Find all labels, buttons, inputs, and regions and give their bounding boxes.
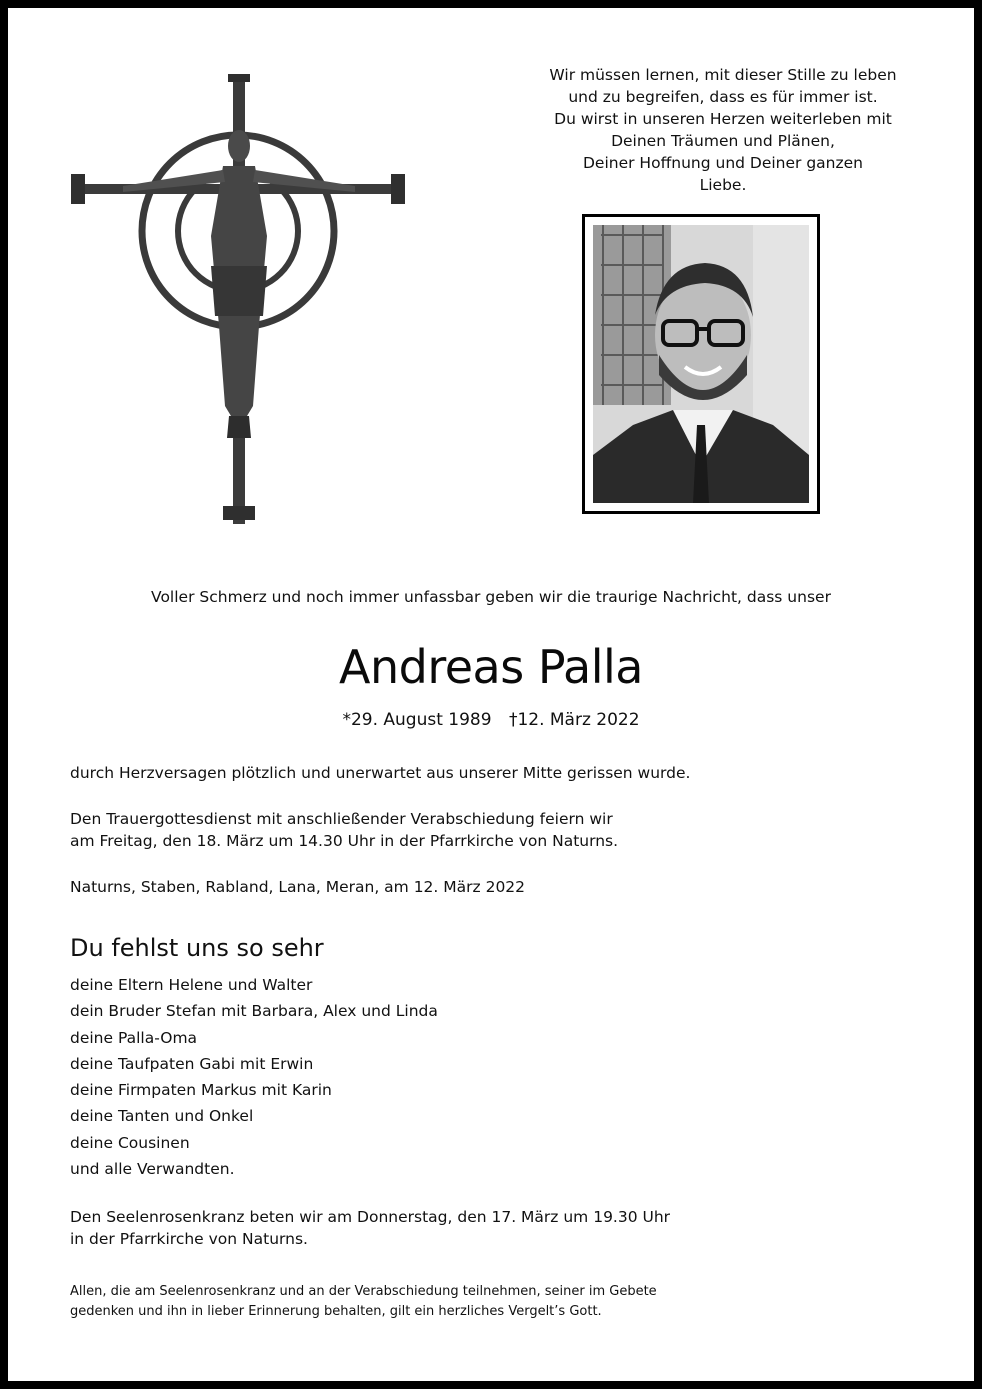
portrait-frame: [582, 214, 820, 514]
service-line: am Freitag, den 18. März um 14.30 Uhr in der Pfarrkirche von Naturns.: [70, 832, 619, 850]
portrait-photo: [593, 225, 809, 503]
rosary-text: [70, 1206, 670, 1250]
list-item: deine Palla-Oma: [70, 1028, 198, 1047]
death-date: †12. März 2022: [508, 710, 640, 730]
rosary-line: Den Seelenrosenkranz beten wir am Donnerstag, den 17. März um 19.30 Uhr: [70, 1208, 671, 1226]
service-line: Den Trauergottesdienst mit anschließender Verabschiedung feiern wir: [70, 810, 613, 828]
life-dates: [8, 710, 974, 730]
list-item: deine Cousinen: [70, 1133, 190, 1152]
deceased-name: Andreas Palla: [339, 640, 643, 694]
thanks-line: gedenken und ihn in lieber Erinnerung behalten, gilt ein herzliches Vergelt’s Gott.: [70, 1304, 602, 1319]
poem-line: Deinen Träumen und Plänen,: [611, 132, 835, 150]
obituary-page: [8, 8, 974, 1381]
poem-line: Wir müssen lernen, mit dieser Stille zu leben: [549, 66, 897, 84]
rosary-line: in der Pfarrkirche von Naturns.: [70, 1230, 308, 1248]
missed-heading: Du fehlst uns so sehr: [70, 934, 324, 962]
poem-line: und zu begreifen, dass es für immer ist.: [568, 88, 878, 106]
thanks-text: [70, 1282, 657, 1322]
list-item: deine Firmpaten Markus mit Karin: [70, 1081, 332, 1100]
memorial-poem: [488, 64, 958, 196]
list-item: und alle Verwandten.: [70, 1160, 235, 1179]
poem-line: Du wirst in unseren Herzen weiterleben mit: [554, 110, 892, 128]
poem-line: Liebe.: [699, 176, 747, 194]
thanks-line: Allen, die am Seelenrosenkranz und an der Verabschiedung teilnehmen, seiner im Gebete: [70, 1284, 657, 1299]
mourners-list: [70, 972, 438, 1182]
place-date: Naturns, Staben, Rabland, Lana, Meran, am 12. März 2022: [70, 878, 526, 896]
list-item: deine Tanten und Onkel: [70, 1107, 254, 1126]
death-cause-text: durch Herzversagen plötzlich und unerwartet aus unserer Mitte gerissen wurde.: [70, 764, 691, 782]
list-item: dein Bruder Stefan mit Barbara, Alex und Linda: [70, 1002, 438, 1021]
birth-date: *29. August 1989: [342, 710, 492, 730]
intro-text: Voller Schmerz und noch immer unfassbar geben wir die traurige Nachricht, dass unser: [151, 588, 831, 606]
poem-line: Deiner Hoffnung und Deiner ganzen: [583, 154, 863, 172]
crucifix-icon: [63, 66, 413, 526]
service-text: [70, 808, 618, 852]
list-item: deine Taufpaten Gabi mit Erwin: [70, 1054, 314, 1073]
list-item: deine Eltern Helene und Walter: [70, 976, 313, 994]
